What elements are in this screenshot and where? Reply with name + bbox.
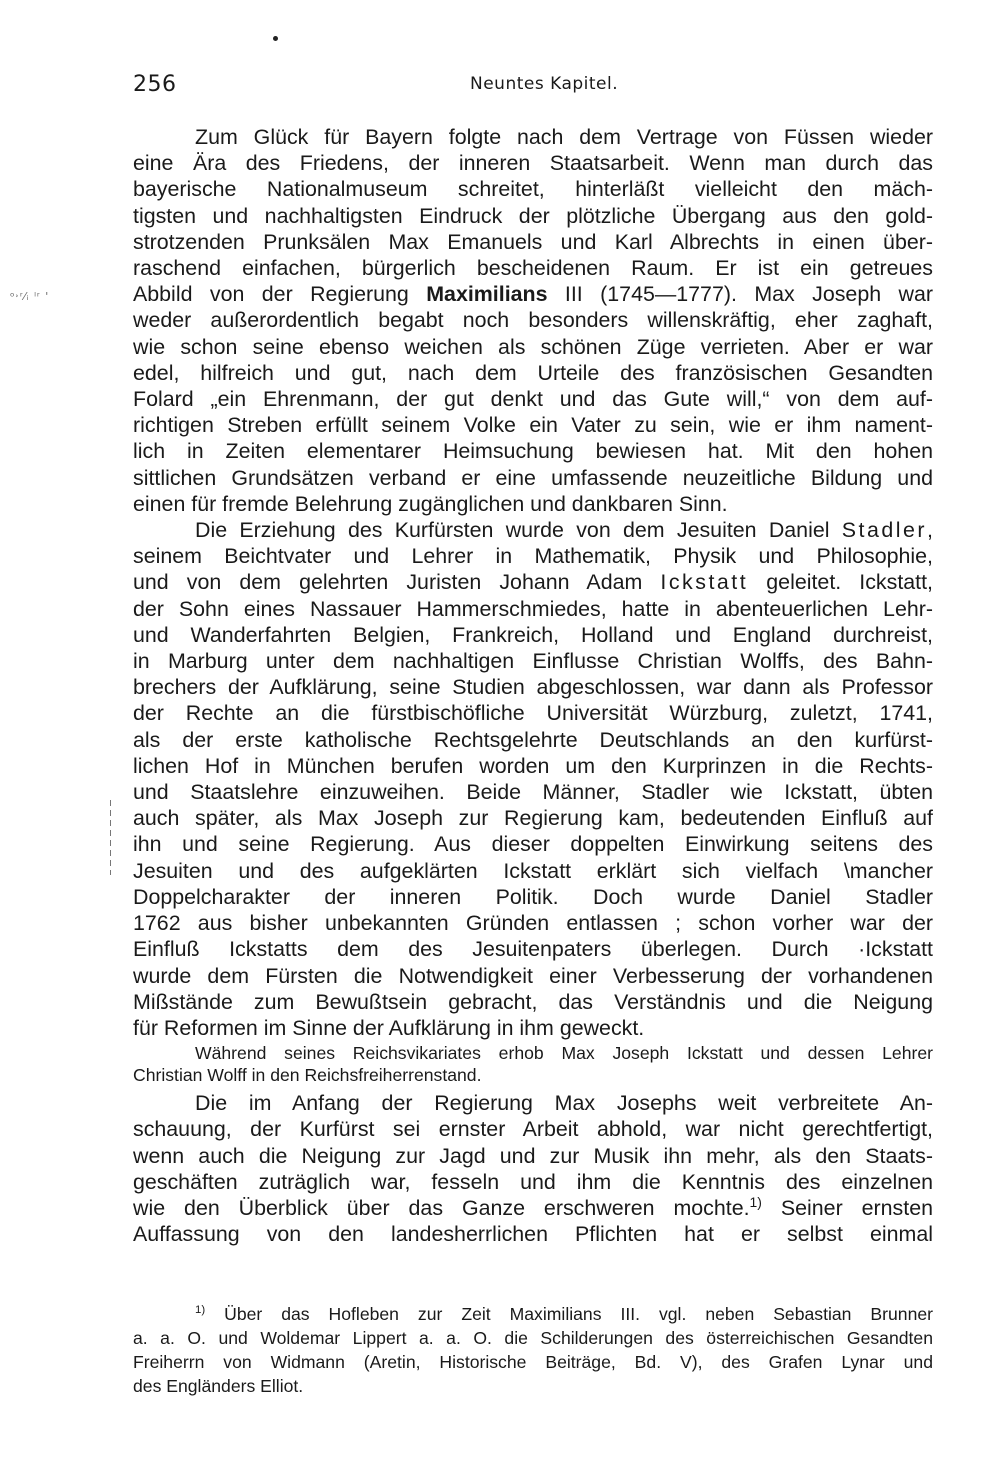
text-line: seinem Beichtvater und Lehrer in Mathematik, Physik und Philosophie, (133, 544, 933, 569)
text-line (133, 1195, 933, 1221)
note-line: Christian Wolff in den Reichsfreiherrenstand. (133, 1064, 482, 1085)
text-line: eine Ära des Friedens, der inneren Staatsarbeit. Wenn man durch das (133, 151, 933, 176)
running-head: Neuntes Kapitel. (470, 74, 619, 94)
text-line: und Wanderfahrten Belgien, Frankreich, Holland und England durchreist, (133, 622, 933, 647)
text-segment: Abbild von der Regierung (133, 282, 427, 307)
paragraph-2 (133, 517, 933, 1041)
margin-annotation: ᵒ˒ʳ⁄ᵢ ˡʳ ' (10, 290, 50, 303)
text-line: Zum Glück für Bayern folgte nach dem Vertrage von Füssen wieder (195, 125, 933, 149)
text-line: und Staatslehre einzuweihen. Beide Männer, Stadler wie Ickstatt, übten (133, 780, 933, 805)
footnote-line: a. a. O. und Woldemar Lippert a. a. O. die Schilderungen des österreichischen Gesandten (133, 1328, 933, 1348)
ink-dot (273, 36, 278, 41)
text-line: tigsten und nachhaltigsten Eindruck der plötzliche Übergang aus den gold- (133, 203, 933, 228)
footnote-line: des Engländers Elliot. (133, 1376, 304, 1396)
text-segment: III (1745—1777). Max Joseph war (547, 282, 933, 307)
spaced-name: Stadler (841, 518, 928, 543)
text-line (133, 517, 933, 543)
text-line: Einfluß Ickstatts dem des Jesuitenpaters überlegen. Durch ·Ickstatt (133, 937, 933, 962)
text-line: für Reformen im Sinne der Aufklärung in ihm geweckt. (133, 1015, 645, 1040)
text-line: in Marburg unter dem nachhaltigen Einflusse Christian Wolffs, des Bahn- (133, 649, 933, 674)
emphasized-name: Maximilians (426, 282, 548, 307)
footnote-line: Freiherrn von Widmann (Aretin, Historische Beiträge, Bd. V), des Grafen Lynar und (133, 1352, 933, 1372)
text-segment: geleitet. Ickstatt, (748, 570, 933, 595)
text-line: lichen Hof in München berufen worden um den Kurprinzen in die Rechts- (133, 753, 933, 778)
text-line: der Sohn eines Nassauer Hammerschmiedes, hatte in abenteuerlichen Lehr- (133, 596, 933, 621)
margin-bar (110, 800, 111, 875)
text-line: auch später, als Max Joseph zur Regierung kam, bedeutenden Einfluß auf (133, 806, 933, 831)
text-line: der Rechte an die fürstbischöfliche Universität Würzburg, zuletzt, 1741, (133, 701, 933, 726)
text-segment: Über das Hofleben zur Zeit Maximilians III. vgl. neben Sebastian Brunner (205, 1304, 933, 1324)
text-line: richtigen Streben erfüllt seinem Volke ein Vater zu sein, wie er ihm nament- (133, 413, 933, 438)
text-line: raschend einfachen, bürgerlich bescheidenen Raum. Er ist ein getreues (133, 256, 933, 281)
note-line: Während seines Reichsvikariates erhob Max Joseph Ickstatt und dessen Lehrer (195, 1043, 933, 1064)
footnotes (133, 1302, 933, 1398)
text-line: weder außerordentlich begabt noch besonders willenskräftig, eher zaghaft, (133, 308, 933, 333)
spaced-name: Ickstatt (660, 570, 749, 595)
page-header (133, 72, 933, 108)
text-line: wenn auch die Neigung zur Jagd und zur Musik ihn mehr, als den Staats- (133, 1143, 933, 1168)
text-line: edel, hilfreich und gut, nach dem Urteile des französischen Gesandten (133, 360, 933, 385)
text-line: sittlichen Grundsätzen verband er eine umfassende neuzeitliche Bildung und (133, 465, 933, 490)
text-segment: Die Erziehung des Kurfürsten wurde von dem Jesuiten Daniel (195, 518, 842, 543)
text-segment: , (927, 518, 933, 543)
footnote-line (133, 1302, 933, 1326)
text-line: bayerische Nationalmuseum schreitet, hinterläßt vielleicht den mäch- (133, 177, 933, 202)
text-line: lich in Zeiten elementarer Heimsuchung bewiesen hat. Mit den hohen (133, 439, 933, 464)
text-line: Doppelcharakter der inneren Politik. Doch wurde Daniel Stadler (133, 884, 933, 909)
text-segment: wie den Überblick über das Ganze erschweren mochte. (133, 1195, 750, 1220)
text-line: als der erste katholische Rechtsgelehrte Deutschlands an den kurfürst- (133, 727, 933, 752)
text-line: Folard „ein Ehrenmann, der gut denkt und das Gute will,“ von dem auf- (133, 387, 933, 412)
text-segment: und von dem gelehrten Juristen Johann Adam (133, 570, 661, 595)
text-line: Jesuiten und des aufgeklärten Ickstatt erklärt sich vielfach \mancher (133, 858, 933, 883)
paragraph-3 (133, 1090, 933, 1247)
small-print-note (133, 1043, 933, 1086)
text-line: einen für fremde Belehrung zugänglichen und dankbaren Sinn. (133, 491, 728, 516)
paragraph-1 (133, 124, 933, 517)
text-line (133, 281, 933, 307)
page-number: 256 (133, 72, 177, 97)
footnote-marker: 1) (195, 1304, 206, 1317)
text-line: strotzenden Prunksälen Max Emanuels und Karl Albrechts in einen über- (133, 229, 933, 254)
text-line: Die im Anfang der Regierung Max Josephs weit verbreitete An- (195, 1091, 933, 1116)
text-line: wie schon seine ebenso weichen als schönen Züge verrieten. Aber er war (133, 334, 933, 359)
text-segment: Seiner ernsten (761, 1195, 933, 1220)
text-line: wurde dem Fürsten die Notwendigkeit einer Verbesserung der vorhandenen (133, 963, 933, 988)
body-text (133, 124, 933, 1247)
text-line: 1762 aus bisher unbekannten Gründen entlassen ; schon vorher war der (133, 911, 933, 936)
text-line: brechers der Aufklärung, seine Studien abgeschlossen, war dann als Professor (133, 675, 933, 700)
text-line: geschäften zuträglich war, fesseln und ihm die Kenntnis des einzelnen (133, 1169, 933, 1194)
text-line: ihn und seine Regierung. Aus dieser doppelten Einwirkung seitens des (133, 832, 933, 857)
text-line: Mißstände zum Bewußtsein gebracht, das Verständnis und die Neigung (133, 989, 933, 1014)
text-line: schauung, der Kurfürst sei ernster Arbeit abhold, war nicht gerechtfertigt, (133, 1117, 933, 1142)
text-line: Auffassung von den landesherrlichen Pflichten hat er selbst einmal (133, 1222, 933, 1247)
footnote-reference: 1) (749, 1194, 762, 1210)
text-line (133, 569, 933, 595)
